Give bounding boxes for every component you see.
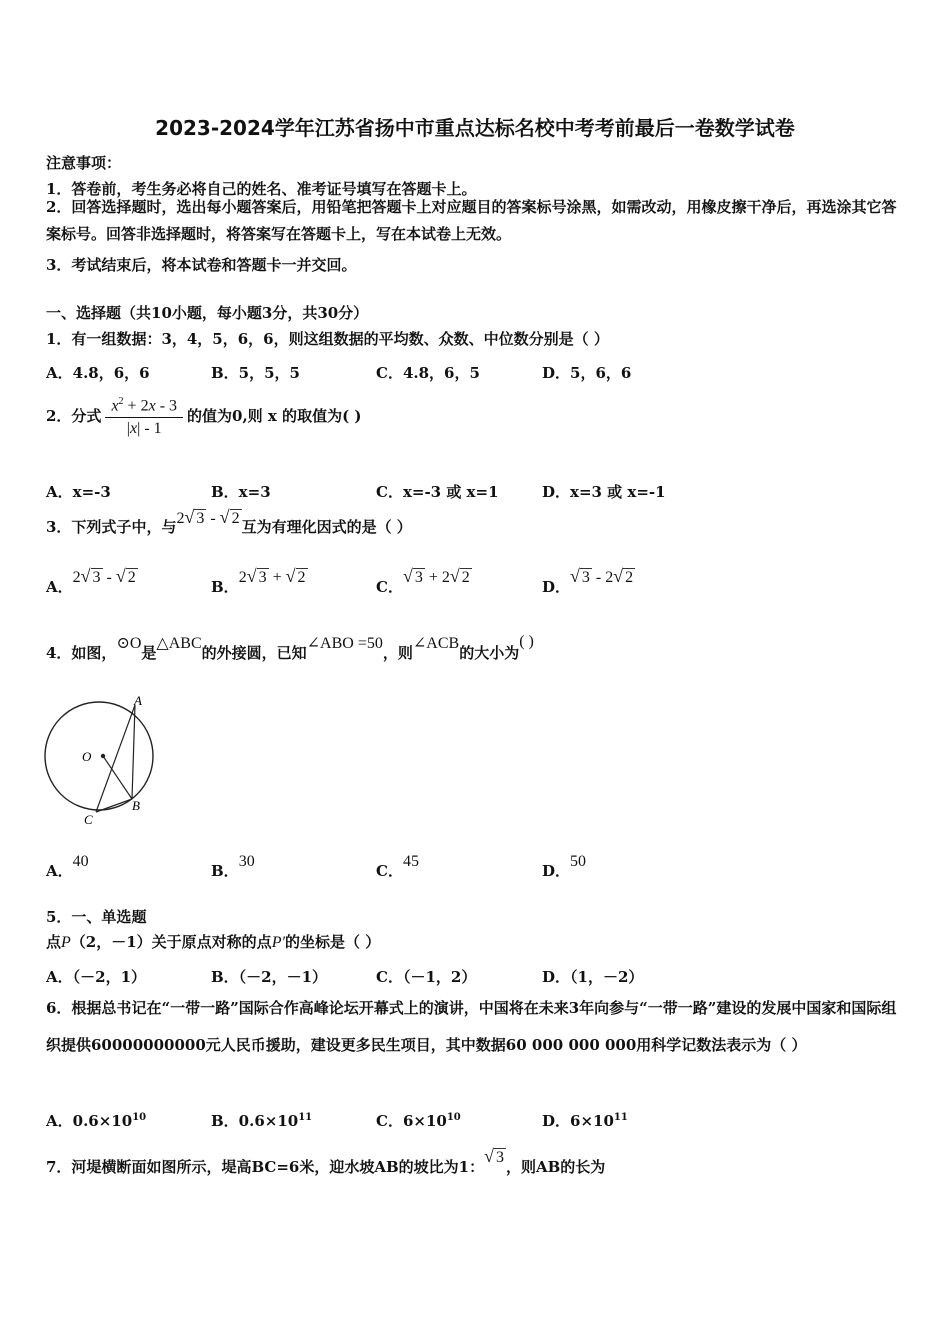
q4-option-b: B．30: [211, 853, 255, 880]
q1-option-c: C．4.8，6，5: [376, 364, 480, 382]
q5-option-a: A．（－2，1）: [46, 968, 147, 986]
q1-option-d: D．5，6，6: [542, 364, 632, 382]
center-point: [101, 754, 105, 758]
question-6-stem: 6．根据总书记在“一带一路”国际合作高峰论坛开幕式上的演讲，中国将在未来3年向参与“一带一路”建设的发展中国家和国际组织提供60000000000元人民币援助，建设更多民生项目，其中数据60 000 000 000用科学记数法表示为（ ）: [46, 999, 897, 1054]
q4-triangle: △ABC: [156, 635, 202, 652]
q2-option-d: D．x=3 或 x=-1: [542, 483, 666, 501]
q3-suffix: 互为有理化因式的是（ ）: [241, 518, 412, 536]
q5-option-d: D．（1，－2）: [542, 968, 644, 986]
question-2-stem: [46, 396, 361, 438]
q2-option-c: C．x=-3 或 x=1: [376, 483, 499, 501]
q4-option-d: D．50: [542, 853, 587, 880]
q3-option-b: B．2√ 3 + √ 2: [211, 566, 306, 596]
label-a: A: [134, 693, 142, 708]
question-4-stem: 4．如图，⊙O是△ABC的外接圆，已知∠ABO =50，则∠ACB的大小为( ): [46, 633, 534, 662]
q1-option-b: B．5，5，5: [211, 364, 300, 382]
q6-option-d: D．$6\times 10^{11}$: [542, 1112, 628, 1130]
label-c: C: [84, 812, 93, 827]
q3-option-a: A．2√ 3 - √ 2: [46, 566, 136, 596]
q4-prefix: 4．如图，: [46, 644, 117, 662]
segment-ob: [103, 756, 132, 799]
segment-ac: [96, 705, 135, 812]
q6-option-b: B．$0.6\times 10^{11}$: [211, 1112, 313, 1130]
question-7-stem: 7．河堤横断面如图所示，堤高BC=6米，迎水坡AB的坡比为1：√ 3，则AB的长为: [46, 1146, 606, 1176]
q4-circle-diagram: [44, 692, 164, 828]
note-item-1: 1．答卷前，考生务必将自己的姓名、准考证号填写在答题卡上。: [46, 180, 477, 198]
segment-ab: [132, 705, 135, 799]
q3-expression: 2√ 3 - √ 2: [176, 507, 240, 527]
q3-option-d: D．√ 3 - 2√ 2: [542, 566, 634, 596]
q4-target-angle: ∠ACB: [412, 635, 460, 652]
label-b: B: [132, 798, 140, 813]
question-1-stem: 1．有一组数据：3，4，5，6，6，则这组数据的平均数、众数、中位数分别是（ ）: [46, 330, 609, 348]
note-item-3: 3．考试结束后，将本试卷和答题卡一并交回。: [46, 256, 357, 274]
q3-option-c: C．√ 3 + 2√ 2: [376, 566, 470, 596]
q2-option-a: A．x=-3: [46, 483, 111, 501]
q6-option-a: A．$0.6\times 10^{10}$: [46, 1112, 147, 1130]
q5-option-b: B．（－2，－1）: [211, 968, 328, 986]
note-item-2: 2．回答选择题时，选出每小题答案后，用铅笔把答题卡上对应题目的答案标号涂黑，如需改动，用橡皮擦干净后，再选涂其它答案标号。回答非选择题时，将答案写在答题卡上，写在本试卷上无效。: [46, 198, 897, 243]
q4-circle-symbol: ⊙O: [116, 635, 142, 652]
question-5-heading: 5．一、单选题: [46, 908, 147, 926]
notes-heading: 注意事项：: [46, 154, 122, 172]
q4-option-c: C．45: [376, 853, 419, 880]
q3-prefix: 3．下列式子中，与: [46, 518, 177, 536]
circumcircle: [45, 702, 153, 810]
q2-denominator: |x| - 1: [126, 420, 162, 438]
q5-option-c: C．（－1，2）: [376, 968, 477, 986]
q4-given-angle: ∠ABO =50: [306, 635, 383, 652]
label-o: O: [82, 749, 92, 764]
q6-option-c: C．$6\times 10^{10}$: [376, 1112, 461, 1130]
q1-option-a: A．4.8，6，6: [46, 364, 150, 382]
section-heading: 一、选择题（共10小题，每小题3分，共30分）: [46, 304, 369, 322]
question-3-stem: [46, 507, 412, 537]
q2-prefix: 2．分式: [46, 407, 102, 426]
q4-option-a: A．40: [46, 853, 89, 880]
q2-fraction: [105, 396, 183, 438]
q2-numerator: $x^2 + 2x - 3$: [105, 396, 183, 418]
q2-suffix: 的值为0,则 x 的取值为( ): [187, 407, 362, 426]
segment-cb: [96, 799, 132, 812]
question-5-stem: 点P（2，－1）关于原点对称的点P′的坐标是（ ）: [46, 933, 381, 951]
q2-option-b: B．x=3: [211, 483, 271, 501]
page-title: 2023-2024学年江苏省扬中市重点达标名校中考考前最后一卷数学试卷: [155, 116, 795, 140]
